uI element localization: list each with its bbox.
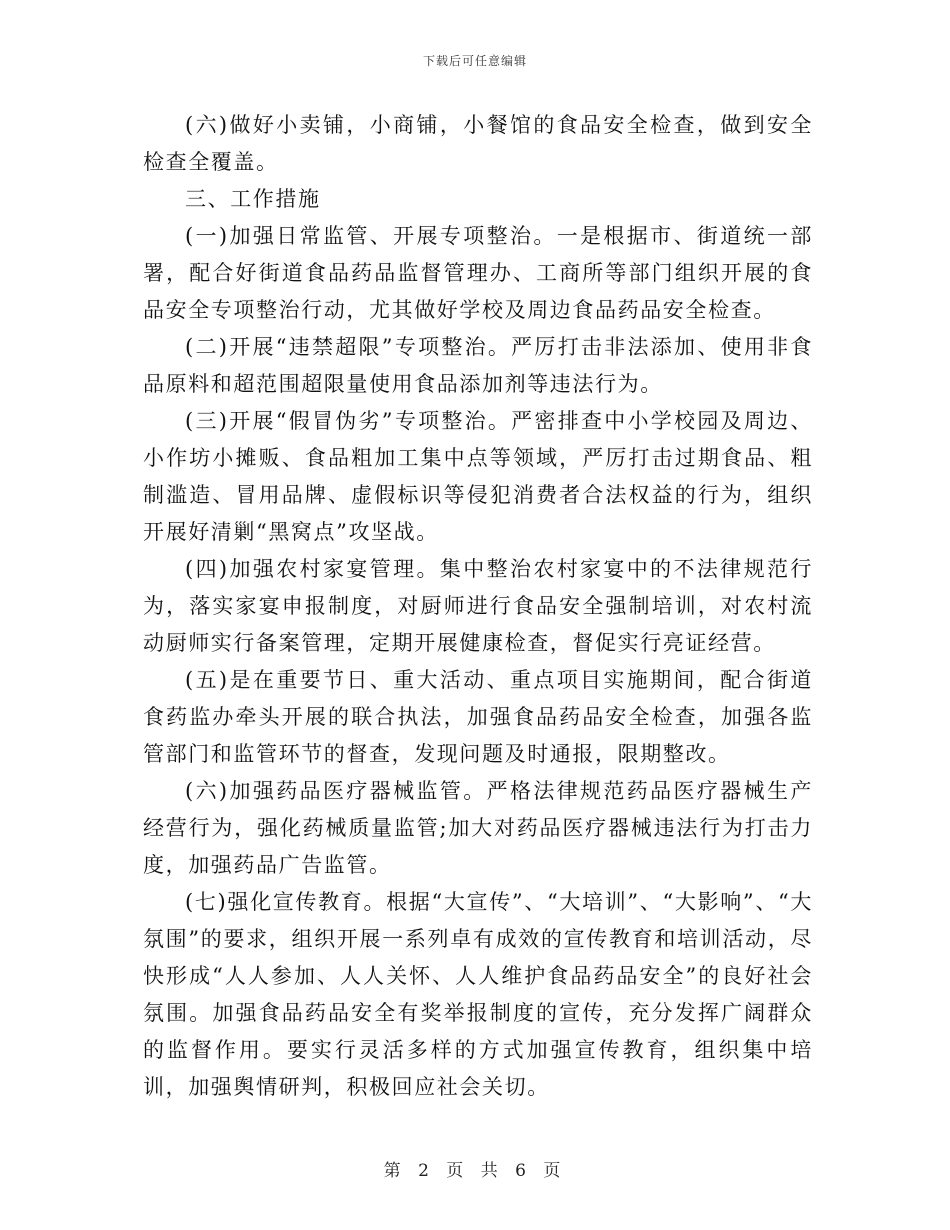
document-body xyxy=(143,107,813,1106)
paragraph-measure-1: (一)加强日常监管、开展专项整治。一是根据市、街道统一部署，配合好街道食品药品监督管理办、工商所等部门组织开展的食品安全专项整治行动，尤其做好学校及周边食品药品安全检查。 xyxy=(143,224,813,322)
paragraph-measure-5: (五)是在重要节日、重大活动、重点项目实施期间，配合街道食药监办牵头开展的联合执法，加强食品药品安全检查，加强各监管部门和监管环节的督查，发现问题及时通报，限期整改。 xyxy=(143,668,813,766)
paragraph-item-6-shops: (六)做好小卖铺，小商铺，小餐馆的食品安全检查，做到安全检查全覆盖。 xyxy=(143,113,813,174)
section-heading-measures: 三、工作措施 xyxy=(185,187,321,211)
paragraph-measure-4: (四)加强农村家宴管理。集中整治农村家宴中的不法律规范行为，落实家宴申报制度，对厨师进行食品安全强制培训，对农村流动厨师实行备案管理，定期开展健康检查，督促实行亮证经营。 xyxy=(143,557,813,655)
paragraph-measure-7: (七)强化宣传教育。根据“大宣传”、“大培训”、“大影响”、“大氛围”的要求，组织开展一系列卓有成效的宣传教育和培训活动，尽快形成“人人参加、人人关怀、人人维护食品药品安全”的良好社会氛围。加强食品药品安全有奖举报制度的宣传，充分发挥广阔群众的监督作用。要实行灵活多样的方式加强宣传教育，组织集中培训，加强舆情研判，积极回应社会关切。 xyxy=(143,890,813,1099)
page-header-note: 下载后可任意编辑 xyxy=(422,54,527,68)
paragraph-measure-3: (三)开展“假冒伪劣”专项整治。严密排查中小学校园及周边、小作坊小摊贩、食品粗加工集中点等领域，严厉打击过期食品、粗制滥造、冒用品牌、虚假标识等侵犯消费者合法权益的行为，组织开展好清剿“黑窝点”攻坚战。 xyxy=(143,409,813,544)
paragraph-measure-2: (二)开展“违禁超限”专项整治。严厉打击非法添加、使用非食品原料和超范围超限量使用食品添加剂等违法行为。 xyxy=(143,335,813,396)
page-number: 第 2 页 共 6 页 xyxy=(383,1161,567,1181)
paragraph-measure-6: (六)加强药品医疗器械监管。严格法律规范药品医疗器械生产经营行为，强化药械质量监管;加大对药品医疗器械违法行为打击力度，加强药品广告监管。 xyxy=(143,779,813,877)
